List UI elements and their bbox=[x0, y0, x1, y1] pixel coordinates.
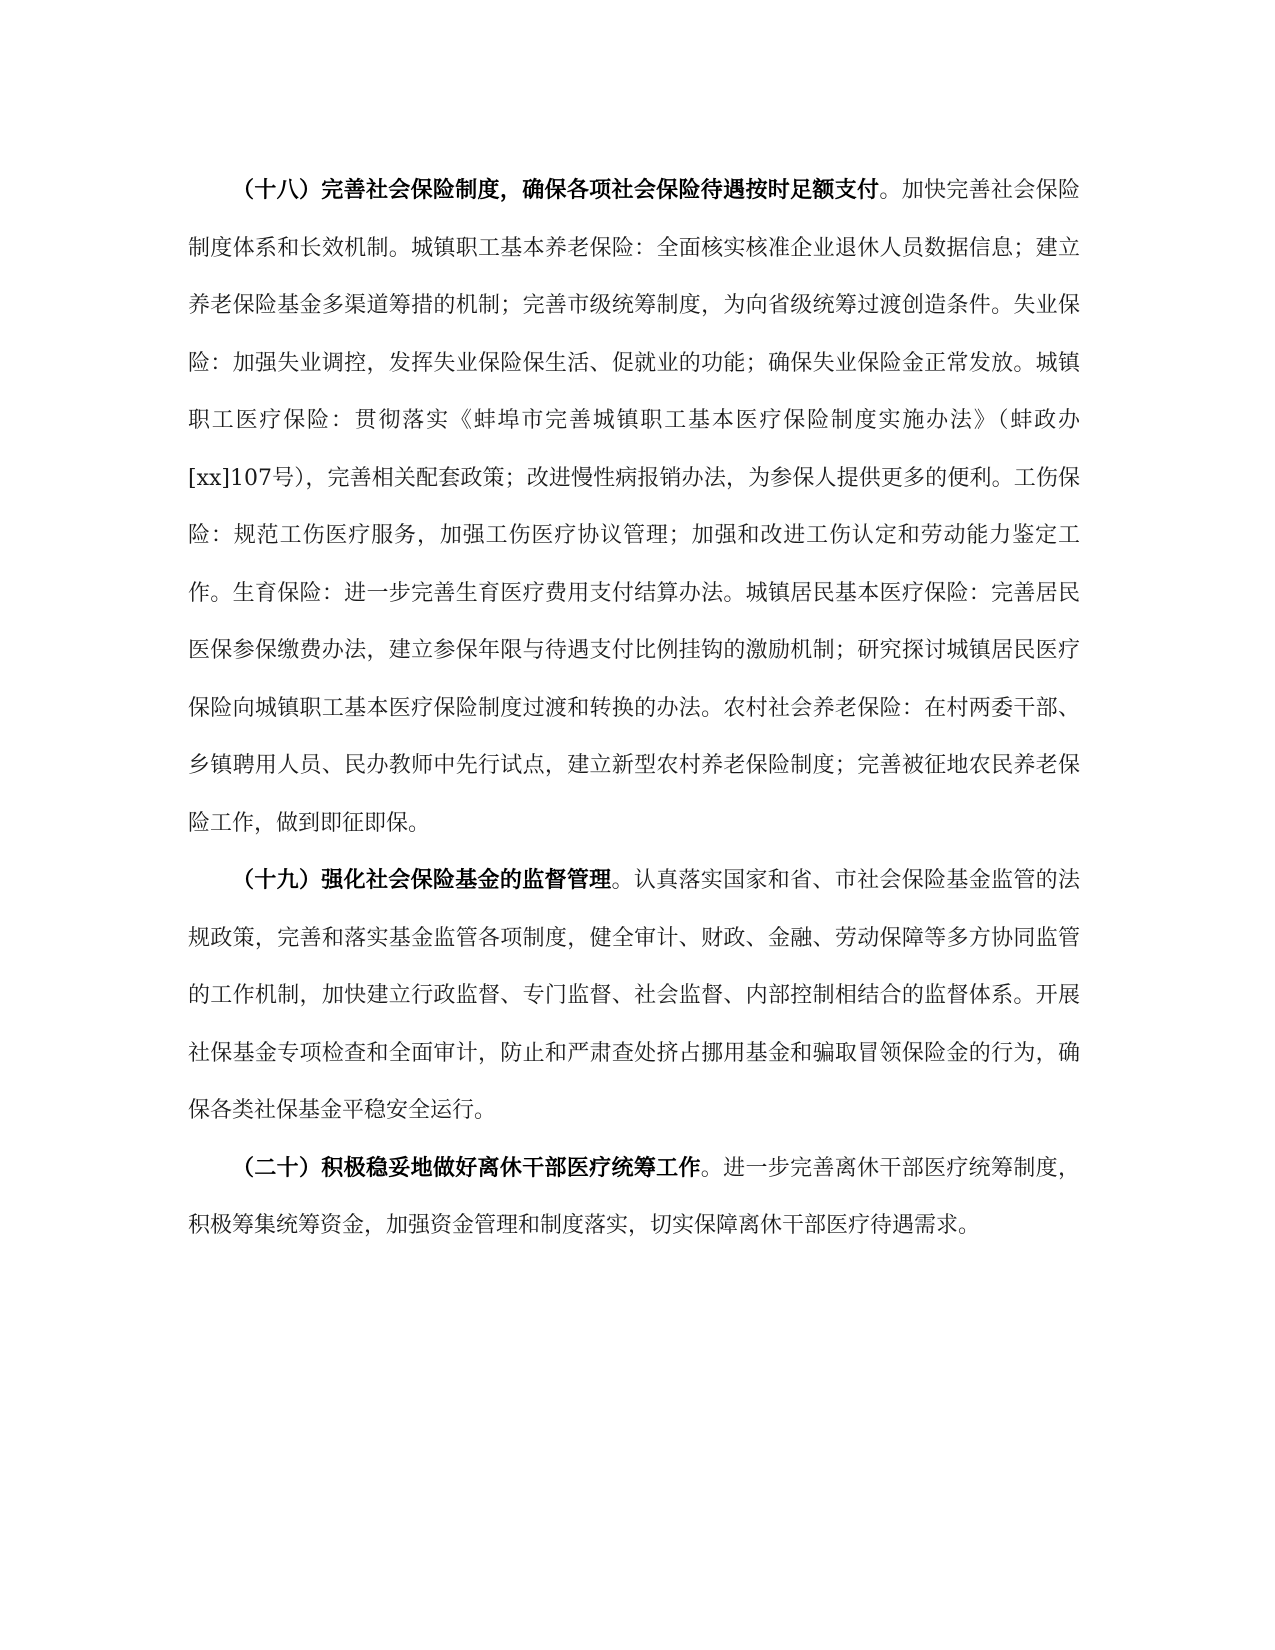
paragraph-20 bbox=[188, 1140, 1080, 1255]
paragraph-body: 。加快完善社会保险制度体系和长效机制。城镇职工基本养老保险：全面核实核准企业退休人员数据信息；建立养老保险基金多渠道筹措的机制；完善市级统筹制度，为向省级统筹过渡创造条件。失业保险：加强失业调控，发挥失业保险保生活、促就业的功能；确保失业保险金正常发放。城镇职工医疗保险：贯彻落实《蚌埠市完善城镇职工基本医疗保险制度实施办法》（蚌政办[xx]107号），完善相关配套政策；改进慢性病报销办法，为参保人提供更多的便利。工伤保险：规范工伤医疗服务，加强工伤医疗协议管理；加强和改进工伤认定和劳动能力鉴定工作。生育保险：进一步完善生育医疗费用支付结算办法。城镇居民基本医疗保险：完善居民医保参保缴费办法，建立参保年限与待遇支付比例挂钩的激励机制；研究探讨城镇居民医疗保险向城镇职工基本医疗保险制度过渡和转换的办法。农村社会养老保险：在村两委干部、乡镇聘用人员、民办教师中先行试点，建立新型农村养老保险制度；完善被征地农民养老保险工作，做到即征即保。 bbox=[188, 178, 1080, 836]
paragraph-heading: （十九）强化社会保险基金的监督管理 bbox=[232, 868, 612, 893]
document-page bbox=[188, 162, 1080, 1255]
paragraph-heading: （十八）完善社会保险制度，确保各项社会保险待遇按时足额支付 bbox=[232, 178, 880, 203]
paragraph-19 bbox=[188, 852, 1080, 1140]
paragraph-body: 。认真落实国家和省、市社会保险基金监管的法规政策，完善和落实基金监管各项制度，健全审计、财政、金融、劳动保障等多方协同监管的工作机制，加快建立行政监督、专门监督、社会监督、内部控制相结合的监督体系。开展社保基金专项检查和全面审计，防止和严肃查处挤占挪用基金和骗取冒领保险金的行为，确保各类社保基金平稳安全运行。 bbox=[188, 868, 1080, 1123]
paragraph-heading: （二十）积极稳妥地做好离休干部医疗统筹工作 bbox=[232, 1155, 701, 1181]
paragraph-18 bbox=[188, 162, 1080, 852]
paragraph-body: 。进一步完善离休干部医疗统筹制度，积极筹集统筹资金，加强资金管理和制度落实，切实保障离休干部医疗待遇需求。 bbox=[188, 1155, 1080, 1238]
